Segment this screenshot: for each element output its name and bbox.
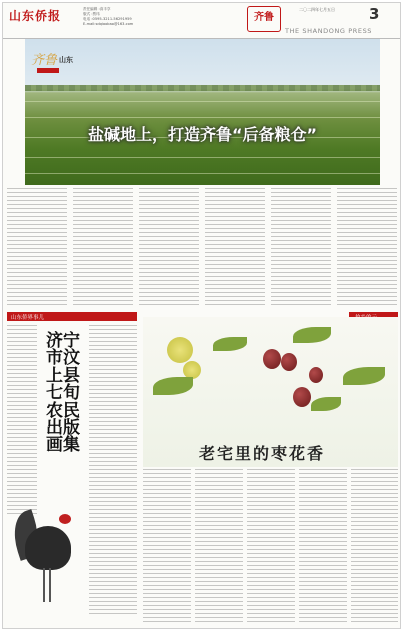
article-columns [7, 188, 398, 306]
newspaper-page [2, 2, 401, 629]
contact-line: E-mail:sdqiaobao@163.com [83, 22, 134, 26]
rooster-painting [13, 508, 85, 618]
section-band-left [7, 312, 137, 321]
text-column [139, 188, 199, 306]
text-column [7, 188, 67, 306]
column-logo-text: 齐鲁 [31, 53, 58, 68]
column-logo [29, 49, 79, 75]
text-column [7, 325, 37, 515]
text-column [247, 469, 295, 625]
hero-photo [25, 39, 380, 185]
section-seal-icon: 齐鲁 [247, 6, 281, 32]
text-column [143, 469, 191, 625]
paper-english-name: THE SHANDONG PRESS [285, 27, 373, 35]
column-logo-sub: 山东 [59, 55, 73, 64]
text-column [271, 188, 331, 306]
editor-contacts [83, 7, 223, 27]
contact-line: 电话 :0595-3211-56291959 [83, 17, 132, 21]
column-logo-bar [37, 68, 59, 73]
page-number: 3 [369, 5, 380, 23]
text-column [337, 188, 397, 306]
vertical-headline: 济宁市汶上县七旬农民出版画集 [46, 331, 80, 456]
contact-line: 责任编辑 :高丰享 [83, 7, 111, 11]
issue-date: 二〇二四年七月五日 [299, 7, 335, 12]
feature-columns [143, 469, 398, 625]
text-column [73, 188, 133, 306]
contact-line: 版式 :贾玮 [83, 12, 100, 16]
text-column [351, 469, 398, 625]
masthead [3, 3, 401, 39]
tree-line [25, 85, 380, 91]
feature-title: 老宅里的枣花香 [199, 444, 326, 463]
text-column [299, 469, 347, 625]
text-column [205, 188, 265, 306]
main-headline: 盐碱地上，打造齐鲁“后备粮仓” [87, 125, 318, 144]
text-column [89, 325, 137, 615]
newspaper-logo: 山东侨报 [9, 9, 62, 23]
section-label: 山东侨界事儿 [11, 315, 45, 321]
text-column [195, 469, 243, 625]
